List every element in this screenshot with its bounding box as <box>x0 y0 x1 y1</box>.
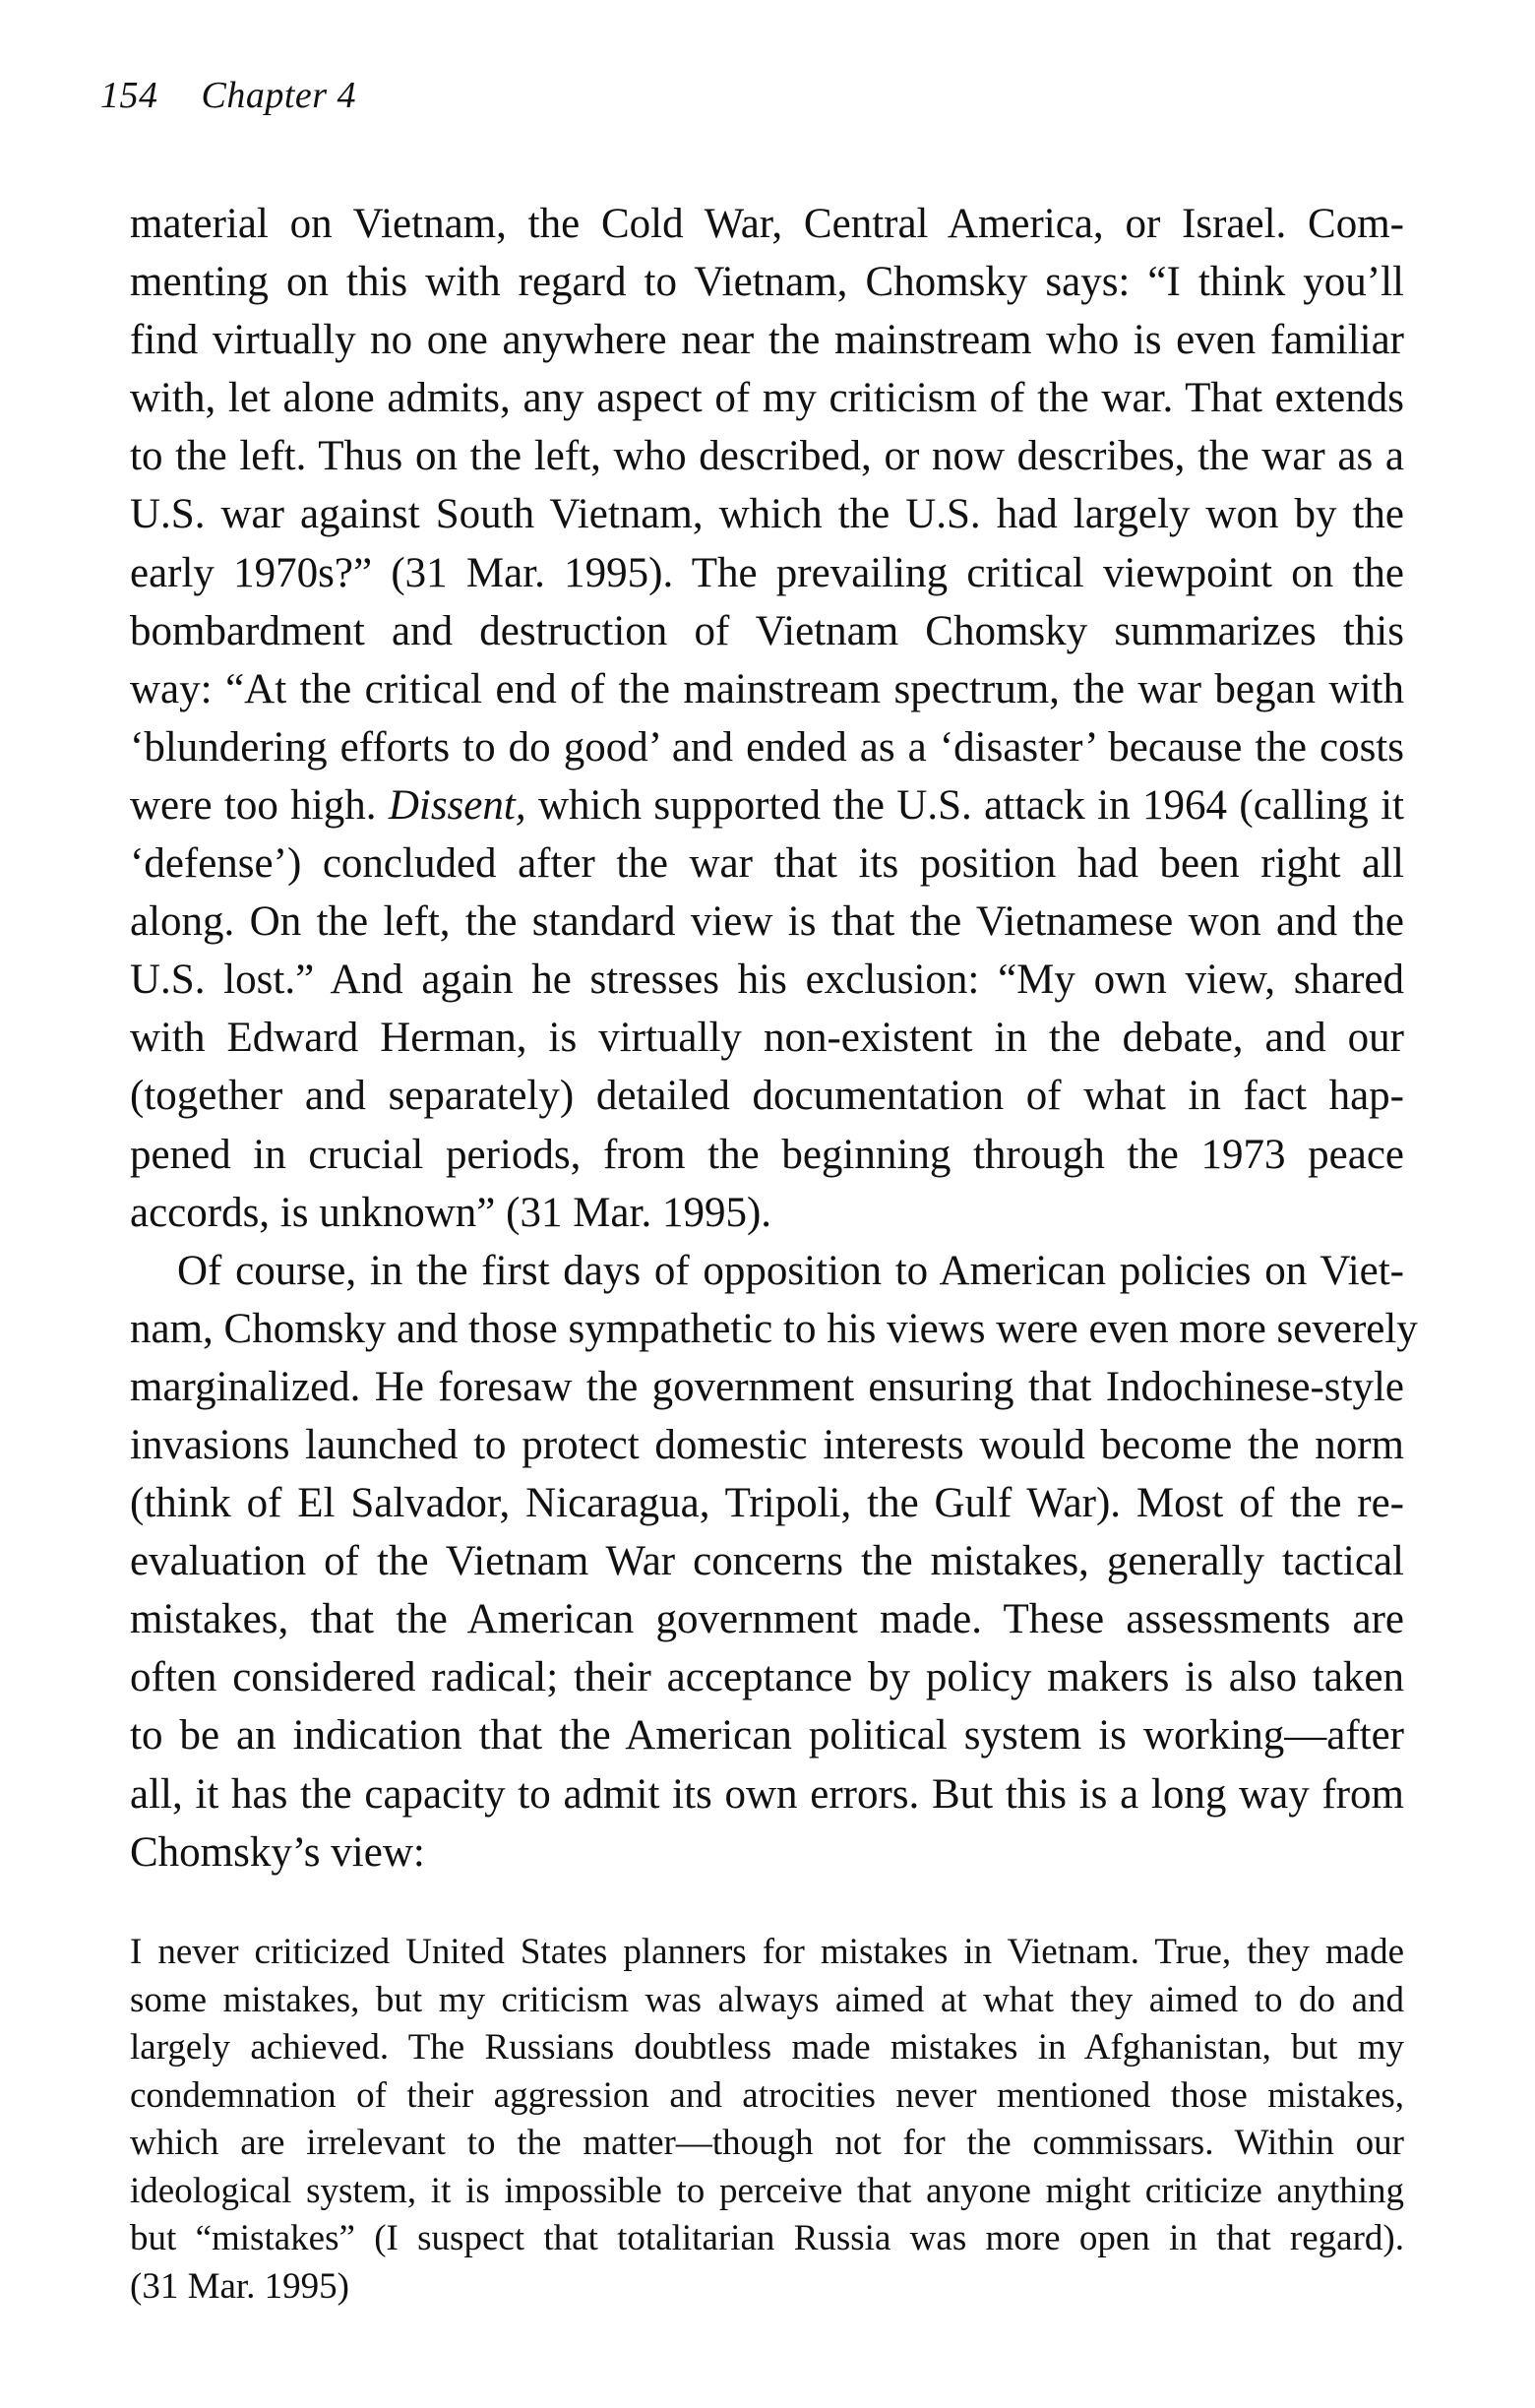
quote-line: which are irrelevant to the matter—though not for the commissars. Within our <box>130 2123 1404 2163</box>
text-line: Chomsky’s view: <box>130 1828 425 1876</box>
text-line: ‘blundering efforts to do good’ and ended as a ‘disaster’ because the costs <box>130 723 1404 771</box>
quote-line: I never criticized United States planners for mistakes in Vietnam. True, they made <box>130 1932 1404 1972</box>
text-line: U.S. war against South Vietnam, which the U.S. had largely won by the <box>130 491 1404 538</box>
quote-line: largely achieved. The Russians doubtless made mistakes in Afghanistan, but my <box>130 2027 1404 2068</box>
text-line: with, let alone admits, any aspect of my criticism of the war. That extends <box>130 375 1404 422</box>
body-text <box>130 195 1418 1882</box>
paragraph-2 <box>130 1242 1418 1882</box>
text-line: ‘defense’) concluded after the war that its position had been right all <box>130 840 1404 888</box>
chapter-title: Chapter 4 <box>201 75 357 116</box>
text-line: find virtually no one anywhere near the mainstream who is even familiar <box>130 317 1404 364</box>
text-line: (think of El Salvador, Nicaragua, Tripoli, the Gulf War). Most of the re- <box>130 1480 1404 1527</box>
running-head <box>100 77 356 114</box>
text-line: (together and separately) detailed documentation of what in fact hap- <box>130 1073 1404 1120</box>
text-line: accords, is unknown” (31 Mar. 1995). <box>130 1189 772 1236</box>
text-line: to the left. Thus on the left, who described, or now describes, the war as a <box>130 433 1404 480</box>
quote-line: but “mistakes” (I suspect that totalitarian Russia was more open in that regard). <box>130 2218 1404 2258</box>
text-line: nam, Chomsky and those sympathetic to his views were even more severely <box>130 1305 1418 1352</box>
page-number: 154 <box>100 75 158 116</box>
text-line: all, it has the capacity to admit its own errors. But this is a long way from <box>130 1770 1404 1818</box>
text-line: along. On the left, the standard view is that the Vietnamese won and the <box>130 898 1404 946</box>
quote-line: some mistakes, but my criticism was always aimed at what they aimed to do and <box>130 1979 1404 2020</box>
text-line: way: “At the critical end of the mainstream spectrum, the war began with <box>130 665 1404 712</box>
text-line: material on Vietnam, the Cold War, Central America, or Israel. Com- <box>130 201 1404 247</box>
paragraph-1 <box>130 195 1404 1242</box>
block-quote <box>130 1929 1404 2311</box>
text-line: marginalized. He foresaw the government ensuring that Indochinese-style <box>130 1363 1404 1410</box>
text-line: mistakes, that the American government made. These assessments are <box>130 1596 1404 1643</box>
text-fragment: which supported the U.S. attack in 1964 (calling it <box>525 781 1404 829</box>
text-line-with-italic <box>130 776 1404 834</box>
text-line: evaluation of the Vietnam War concerns the mistakes, generally tactical <box>130 1538 1404 1585</box>
text-line: bombardment and destruction of Vietnam Chomsky summarizes this <box>130 607 1404 654</box>
quote-citation: (31 Mar. 1995) <box>130 2265 349 2307</box>
text-line: often considered radical; their acceptance by policy makers is also taken <box>130 1654 1404 1701</box>
text-line: early 1970s?” (31 Mar. 1995). The prevailing critical viewpoint on the <box>130 549 1404 596</box>
text-line: with Edward Herman, is virtually non-existent in the debate, and our <box>130 1015 1404 1062</box>
text-line: menting on this with regard to Vietnam, Chomsky says: “I think you’ll <box>130 259 1404 306</box>
text-fragment: were too high. <box>130 781 389 829</box>
text-line: pened in crucial periods, from the beginning through the 1973 peace <box>130 1131 1404 1178</box>
text-line: U.S. lost.” And again he stresses his exclusion: “My own view, shared <box>130 957 1404 1004</box>
text-line: Of course, in the first days of opposition to American policies on Viet- <box>177 1247 1404 1294</box>
text-line: to be an indication that the American political system is working—after <box>130 1712 1404 1760</box>
quote-line: condemnation of their aggression and atrocities never mentioned those mistakes, <box>130 2074 1404 2116</box>
quote-line: ideological system, it is impossible to perceive that anyone might criticize anything <box>130 2170 1404 2211</box>
text-line: invasions launched to protect domestic interests would become the norm <box>130 1421 1404 1468</box>
italic-title-dissent: Dissent, <box>388 781 526 829</box>
